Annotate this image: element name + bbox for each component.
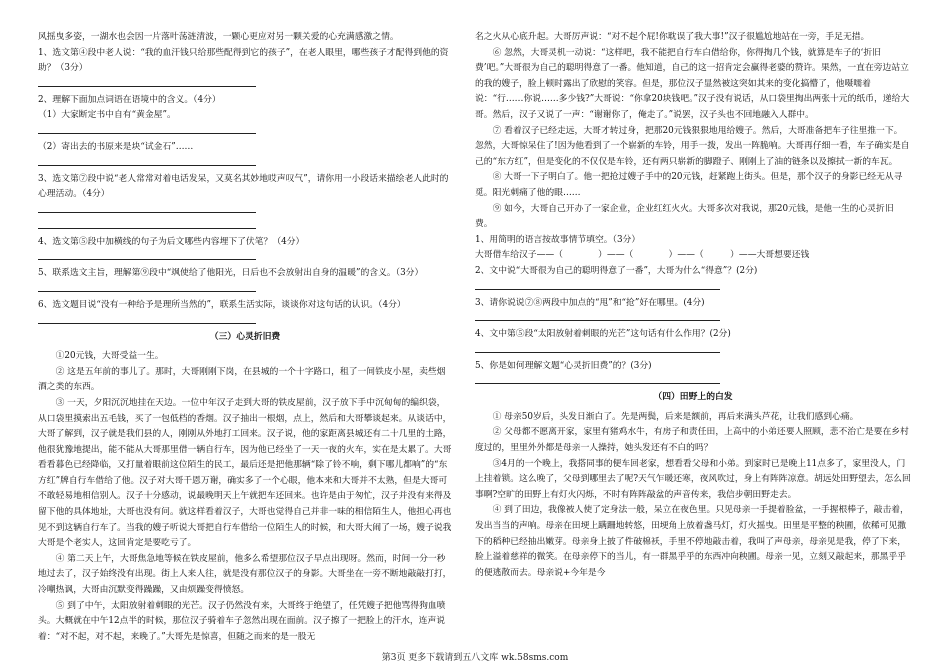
- story-paragraph-6: ⑥ 忽然，大哥灵机一动说：“这样吧，我不能把自行车白借给你，你得掏几个钱，就算是车子的‘折旧费’吧。”大哥很为自己的聪明得意了一番。他知道，自己的这一招肯定会赢得老婆的赞许。果然，一直在旁边站立的我的嫂子，脸上顿时露出了欣慰的笑容。但是，那位汉子显然被这突如其来的变化搞懵了，他嗫嚅着说：“行……你说……多少钱?”大哥说：“你拿20块钱吧。”汉子没有说话，从口袋里掏出两张十元的纸币，递给大哥。然后，汉子又说了一声：“谢谢你了，俺走了。”说罢，汉子头也不回地融入人群中。: [475, 47, 910, 120]
- story-paragraph-4: ④ 第二天上午，大哥焦急地等候在铁皮屋前，他多么希望那位汉子早点出现呀。然而，时间一分一秒地过去了，汉子始终没有出现。街上人来人往，就是没有那位汉子的身影。大哥坐在一旁不断地敲敲打打，冷嘲热讽，大哥由沉默变得躁躁，又由烦躁变得愤怒。: [38, 553, 452, 596]
- question-2a: （1）大家断定书中自有“黄金屋”。: [38, 110, 176, 121]
- answer-line: [38, 250, 256, 260]
- question-r1-chain: 大哥借车给汉子——（ ）——（ ）——（ ）——大哥想要还钱: [475, 250, 810, 261]
- field-paragraph-1: ① 母亲50岁后，头发日渐白了。先是两鬓，后来是额前，再后来满头芦花，让我们感到心痛。: [492, 411, 859, 422]
- answer-line: [475, 343, 720, 353]
- question-5: 5、联系选文主旨，理解第⑨段中“飒使给了他阳光，日后也不会放射出自身的温暖”的含义。（3分）: [38, 268, 424, 279]
- story-paragraph-2: ② 这是五年前的事儿了。那时，大哥刚刚下岗，在县城的一个十字路口，租了一间铁皮小屋，卖些烟酒之类的东西。: [38, 366, 446, 393]
- answer-line: [38, 124, 256, 134]
- answer-line: [38, 282, 256, 292]
- answer-line: [475, 374, 720, 384]
- answer-line: [475, 311, 720, 321]
- story-paragraph-1: ①20元钱，大哥受益一生。: [55, 351, 164, 362]
- answer-line: [38, 314, 256, 324]
- section-3-title: （三）心灵折旧费: [209, 331, 281, 342]
- section-4-title: （四）田野上的白发: [653, 392, 733, 403]
- answer-line: [475, 280, 720, 290]
- story-paragraph-5: ⑤ 到了中午，太阳放射着刺眼的光芒。汉子仍然没有来，大哥终于绝望了，任凭嫂子把他骂得狗血喷头。大概就在中午12点半的时候，那位汉子骑着车子忽然出现在面前。汉子擦了一把脸上的汗水，连声说着：“对不起，对不起，来晚了。”大哥先是惊喜，但随之而来的是一股无: [38, 600, 446, 642]
- question-r4: 4、文中第⑤段“太阳放射着刺眼的光芒”这句话有什么作用？(2分): [475, 329, 731, 340]
- answer-line: [38, 156, 256, 166]
- question-4: 4、选文第⑤段中加横线的句子为后文哪些内容埋下了伏笔？（4分）: [38, 236, 305, 247]
- story-paragraph-9: ⑨ 如今，大哥自己开办了一家企业，企业红红火火。大哥多次对我说，那20元钱，是他一生的心灵折旧费。: [475, 203, 894, 230]
- page-footer: 第3页 更多下载请到五八文库 wk.58sms.com: [381, 653, 569, 663]
- field-paragraph-4: ④ 到了田边，我像被人使了定身法一般，呆立在夜色里。只见母亲一手提着脸盆，一手握根棒子，敲击着，发出当当的声响。母亲在田埂上蹒跚地转悠，田埂角上放着盏马灯，灯火摇曳。田里是平整的秧圃，依稀可见撒下的稻种已经抽出嫩芽。母亲身上披了件破棉袄，手里不停地敲击着，我叫了声母亲，母亲见是我，停了下来，脸上溢着慈祥的微笑。在母亲停下的当儿，有一群黑乎乎的东西冲向秧圃。母亲一见，立刻又敲起来，那黑乎乎的便逃散而去。母亲说+今年是今: [475, 505, 909, 578]
- story-paragraph-5-cont: 名之火从心底升起。大哥厉声说：“对不起个屁!你耽误了我大事!”汉子很尴尬地站在一旁，手足无措。: [475, 32, 870, 42]
- question-6: 6、选文题目说“没有一种给予是理所当然的”，联系生活实际，谈谈你对这句话的认识。（4分）: [38, 299, 406, 310]
- question-2: 2、理解下面加点词语在语境中的含义。（4分）: [38, 94, 221, 105]
- field-paragraph-2: ② 父母都不愿离开家，家里有猪鸡水牛，有房子和责任田，上高中的小弟还要人照顾，悲不治亡是要在乡村度过的，里里外外都是母亲一人操持，她头发还有不白的吗？: [475, 427, 909, 454]
- answer-line: [38, 203, 256, 213]
- story-paragraph-8: ⑧ 大哥一下子明白了。他一把抢过嫂子手中的20元钱，赶紧跑上街头。但是，那个汉子的身影已经无从寻觅。阳光刺痛了他的眼……: [475, 172, 903, 198]
- question-r1: 1、用简明的语言按故事情节填空。（3分）: [475, 234, 641, 245]
- answer-line: [38, 77, 256, 87]
- question-2b: （2）寄出去的书原来是块“试金石”……: [38, 141, 194, 152]
- question-r5: 5、你是如何理解文题“心灵折旧费”的？(3分): [475, 360, 652, 371]
- question-1: 1、选文第④段中老人说：“我的血汗钱只给那些配得到它的孩子”，在老人眼里，哪些孩子才配得到他的资助？（3分）: [38, 47, 449, 74]
- right-column: [475, 30, 911, 581]
- question-r2: 2、文中说“大哥很为自己的聪明得意了一番”，大哥为什么“得意”？(2分): [475, 265, 758, 276]
- field-paragraph-3: ③4月的一个晚上，我搭同事的便车回老家，想看看父母和小弟。到家时已是晚上11点多了，家里没人，门上挂着锁。这么晚了，父母到哪里去了呢?天气乍暖还寒，夜风吹过，身上有阵阵凉意。胡远处田野望去，怎么回事啊?空旷的田野上有灯火闪烁，不时有阵阵敲盆的声音传来，我信步朝田野走去。: [475, 458, 911, 500]
- left-column: [38, 30, 452, 645]
- answer-line: [38, 219, 256, 229]
- intro-paragraph: 风摇曳多姿，一湖水也会因一片落叶荡涟清波，一颗心更应对另一颗关爱的心充满感激之情。: [38, 32, 399, 42]
- story-paragraph-3: ③ 一天，夕阳沉沉地挂在天边。一位中年汉子走到大哥的铁皮屋前，汉子放下手中沉甸甸的编织袋，从口袋里摸索出五毛钱，买了一包低档的香烟。汉子抽出一根烟，点上，然后和大哥攀谈起来。从谈话中，大哥了解到，汉子就是我们县的人，刚刚从外地打工回来。汉子说，他的家距离县城还有二十几里的土路，他很犹豫地提出，能不能从大哥那里借一辆自行车，因为他已经坐了一天一夜的火车，实在是太累了。大哥看看暮色已经降临，又打量着眼前这位陌生的民工，最后还是把他那辆“除了铃不响，剩下哪儿都响”的“东方红”牌自行车借给了他。汉子对大哥千恩万谢，确实多了一个心眼，他本来和大哥并不太熟，但是大哥可不敢轻易地相信别人。汉子十分感动，说最晚明天上午就把车还回来。也许是由于匆忙，汉子并没有来得及留下他的具体地址，大哥也没有问。就这样看着汉子，大哥也觉得自己并非一味的相信陌生人，他担心再也见不到这辆自行车了。当我的嫂子听说大哥把自行车借给一位陌生人的时候，和大哥大闹了一场，嫂子说我大哥是个老实人，这回肯定是要吃亏了。: [38, 397, 452, 549]
- question-r3: 3、请你说说⑦⑧两段中加点的“甩”和“抢”好在哪里。(4分): [475, 297, 705, 308]
- question-3: 3、选文第⑦段中说“老人常常对着电话发呆，又莫名其妙地哎声叹气”，请你用一小段话来描绘老人此时的心理活动。（4分）: [38, 173, 449, 200]
- story-paragraph-7: ⑦ 看着汉子已经走远，大哥才转过身，把那20元钱狠狠地甩给嫂子。然后，大哥准备把车子往里推一下。忽然，大哥惊呆住了!因为他看到了一个崭新的车铃，用手一拨，发出一阵脆响。大哥再仔细一看，车子确实是自己的“东方红”，但是变化的不仅仅是车铃，还有两只崭新的脚蹬子、刚刚上了油的链条以及擦拭一新的车瓦。: [475, 125, 910, 167]
